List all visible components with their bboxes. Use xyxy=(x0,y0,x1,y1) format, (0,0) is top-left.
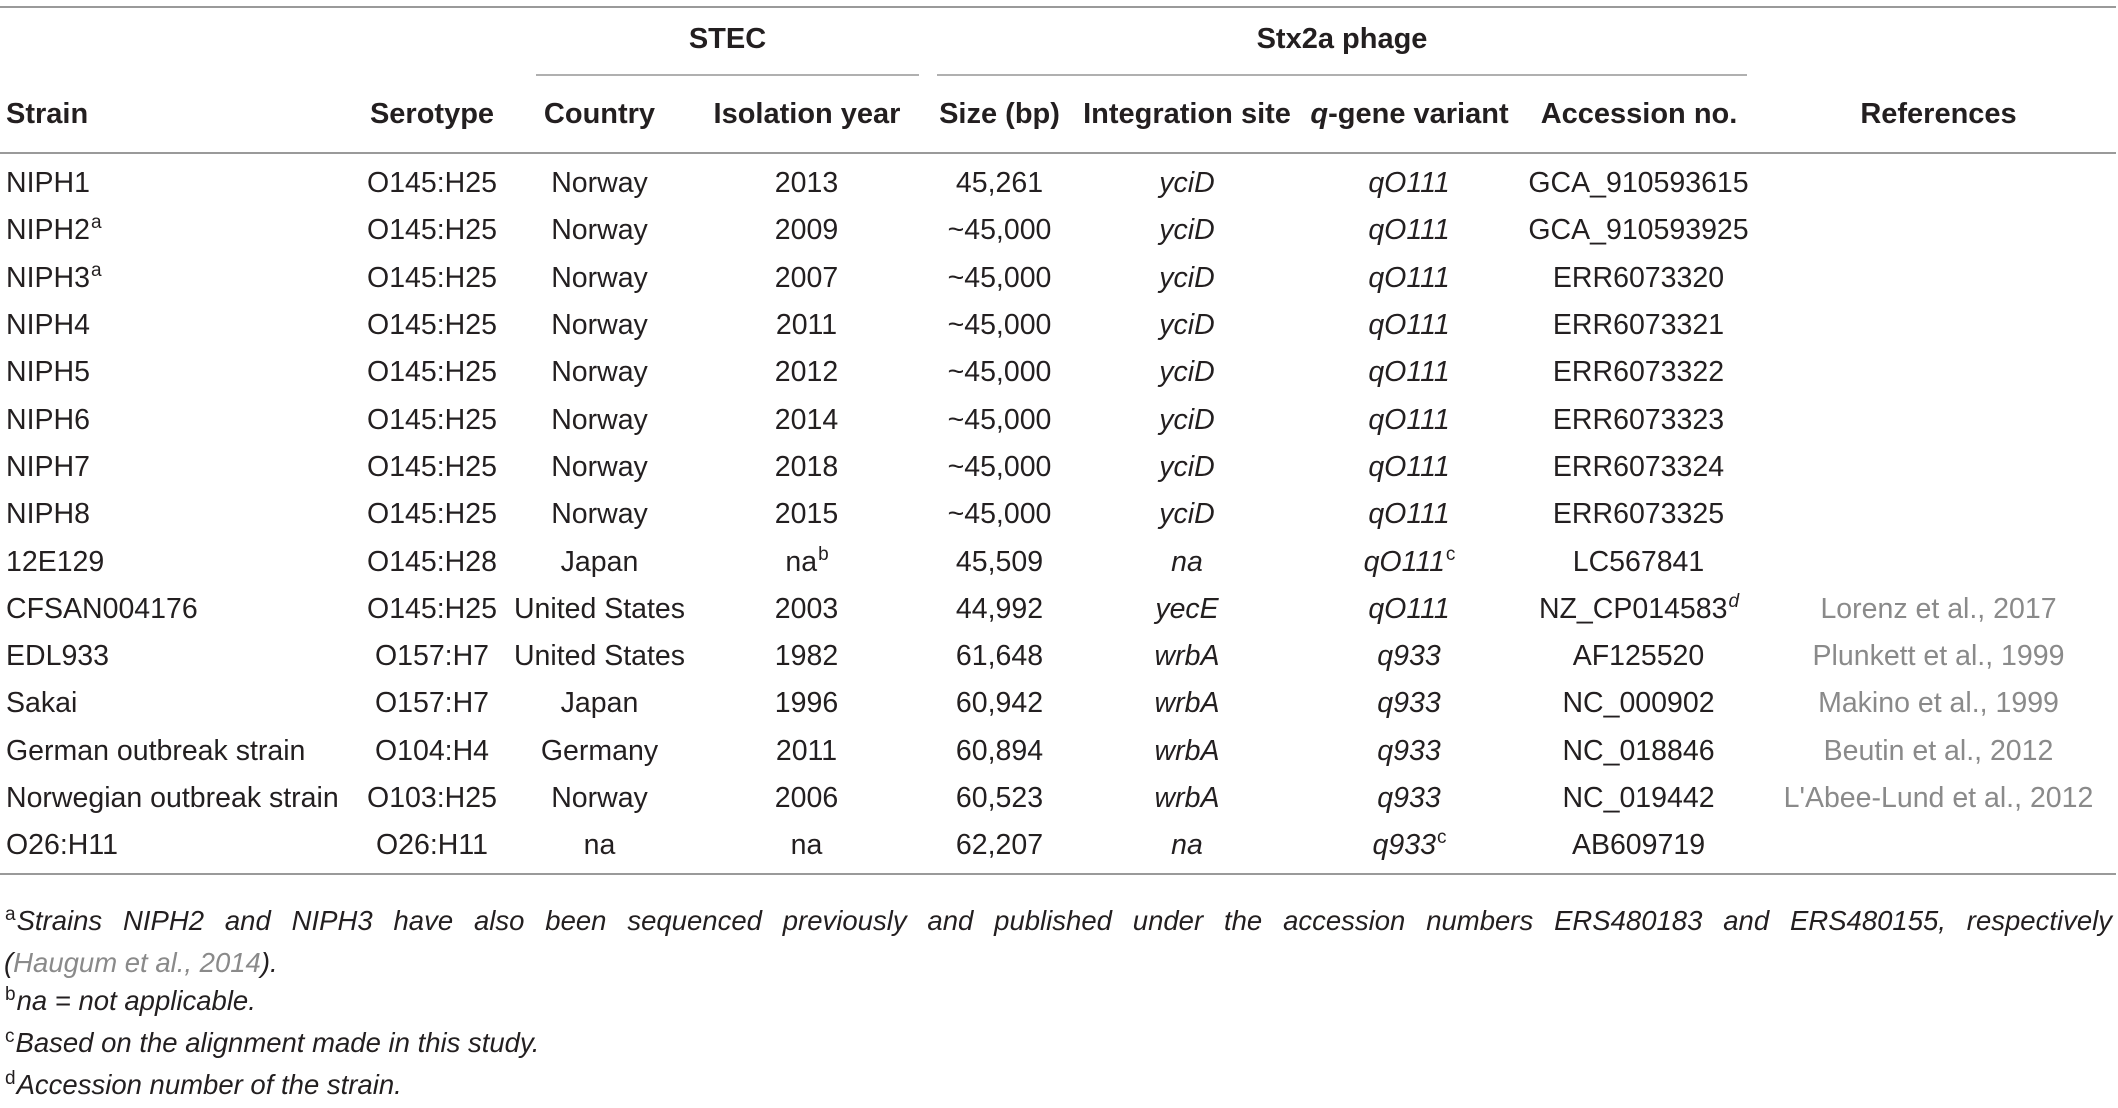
table-row xyxy=(0,302,2116,349)
cell-q-gene-variant: qO111 xyxy=(1368,309,1450,342)
cell-accession: ERR6073323 xyxy=(1552,403,1725,436)
cell-q-gene-variant: q933 xyxy=(1377,687,1441,720)
footnote-a-mark: a xyxy=(5,904,16,925)
cell-strain: NIPH7 xyxy=(6,450,90,483)
cell-size: ~45,000 xyxy=(947,356,1052,389)
cell-integration-site: yecE xyxy=(1155,592,1219,625)
cell-serotype: O145:H25 xyxy=(367,214,497,247)
cell-accession: NC_019442 xyxy=(1562,782,1715,814)
cell-accession: ERR6073325 xyxy=(1552,498,1725,531)
cell-q-gene-variant: qO111 xyxy=(1368,214,1450,247)
table-row xyxy=(0,728,2116,775)
cell-accession: ERR6073320 xyxy=(1552,261,1725,294)
group-header-phage: Stx2a phage xyxy=(927,8,1761,76)
cell-integration-site: wrbA xyxy=(1154,734,1220,767)
footnote-d xyxy=(4,1066,2112,1108)
cell-accession: ERR6073321 xyxy=(1552,309,1725,342)
cell-reference xyxy=(1761,444,2116,491)
header-serotype: Serotype xyxy=(352,76,512,153)
cell-country: United States xyxy=(513,592,686,625)
footnote-b xyxy=(4,982,2112,1024)
cell-q-gene-variant: q933 xyxy=(1377,640,1441,673)
cell-strain: Sakai xyxy=(6,687,78,720)
cell-country: Norway xyxy=(551,782,648,814)
cell-integration-site: na xyxy=(1072,822,1302,874)
cell-isolation-year: 2012 xyxy=(774,356,839,389)
cell-size: 60,523 xyxy=(955,782,1044,814)
cell-size: 45,261 xyxy=(955,167,1044,200)
cell-size: 45,509 xyxy=(955,545,1044,578)
table-row xyxy=(0,491,2116,538)
table-row xyxy=(0,680,2116,727)
cell-country: Norway xyxy=(551,261,648,294)
cell-q-gene-variant: qO111 xyxy=(1368,261,1450,294)
cell-strain: NIPH1 xyxy=(6,167,90,200)
cell-isolation-year: 2011 xyxy=(775,734,838,767)
cell-reference xyxy=(1761,349,2116,396)
cell-serotype: O104:H4 xyxy=(374,734,490,767)
cell-country: Norway xyxy=(551,214,648,247)
cell-strain: Norwegian outbreak strain xyxy=(6,782,339,814)
table-body xyxy=(0,153,2116,874)
cell-q-gene-variant: qO111 xyxy=(1368,167,1450,200)
table-row xyxy=(0,538,2116,585)
cell-isolation-year: 2006 xyxy=(774,782,839,814)
header-size: Size (bp) xyxy=(927,76,1072,153)
cell-isolation-year: 2009 xyxy=(774,214,839,247)
cell-strain: 12E129 xyxy=(6,545,105,578)
cell-q-gene-variant: qO111 xyxy=(1368,498,1450,531)
table-row xyxy=(0,349,2116,396)
cell-size: 60,942 xyxy=(955,687,1044,720)
cell-strain: EDL933 xyxy=(6,640,109,673)
footnote-d-mark: d xyxy=(5,1068,16,1089)
cell-reference xyxy=(1761,491,2116,538)
cell-integration-site: na xyxy=(1171,545,1203,578)
cell-size: ~45,000 xyxy=(947,214,1052,247)
cell-accession: GCA_910593925 xyxy=(1528,214,1749,247)
cell-q-gene-variant: q933 xyxy=(1377,782,1441,814)
footnote-a-text: Strains NIPH2 and NIPH3 have also been sequenced previously and published under the accession numbers ERS480183 and ERS480155, respectively xyxy=(16,905,2112,936)
cell-strain: NIPH2$^a$ xyxy=(6,212,102,247)
cell-isolation-year: 2011 xyxy=(775,309,838,342)
footnote-a-citation[interactable]: Haugum et al., 2014 xyxy=(13,947,261,978)
cell-strain: CFSAN004176 xyxy=(6,592,198,625)
cell-reference xyxy=(1761,822,2116,874)
cell-size: ~45,000 xyxy=(947,309,1052,342)
cell-size: 44,992 xyxy=(955,592,1044,625)
table-row xyxy=(0,633,2116,680)
cell-country: Norway xyxy=(551,403,648,436)
footnote-b-mark: b xyxy=(5,984,16,1005)
cell-accession: NZ_CP014583$^d$ xyxy=(1538,590,1740,625)
cell-integration-site: yciD xyxy=(1159,309,1215,342)
cell-strain: O26:H11 xyxy=(0,822,352,874)
cell-serotype: O145:H25 xyxy=(367,592,497,625)
cell-isolation-year: 2018 xyxy=(774,450,839,483)
cell-reference xyxy=(1761,396,2116,443)
cell-serotype: O157:H7 xyxy=(374,687,490,720)
cell-isolation-year: 1982 xyxy=(774,640,839,673)
footnote-c-text: Based on the alignment made in this study. xyxy=(15,1027,540,1058)
cell-integration-site: yciD xyxy=(1159,356,1215,389)
cell-reference xyxy=(1761,255,2116,302)
table-row xyxy=(0,586,2116,633)
table-row xyxy=(0,153,2116,207)
cell-country: Norway xyxy=(551,498,648,531)
cell-reference xyxy=(1761,538,2116,585)
cell-q-gene-variant: q933 xyxy=(1377,734,1441,767)
cell-isolation-year: 2013 xyxy=(774,167,839,200)
cell-q-gene-variant: qO111 xyxy=(1368,356,1450,389)
cell-integration-site: yciD xyxy=(1159,261,1215,294)
cell-reference[interactable]: Lorenz et al., 2017 xyxy=(1820,592,2057,625)
cell-strain: NIPH3$^a$ xyxy=(6,259,102,294)
cell-reference xyxy=(1761,302,2116,349)
cell-integration-site: yciD xyxy=(1159,167,1215,200)
footnote-d-text: Accession number of the strain. xyxy=(16,1069,402,1100)
cell-strain: NIPH8 xyxy=(6,498,90,531)
cell-size: 61,648 xyxy=(955,640,1044,673)
cell-isolation-year: 2003 xyxy=(774,592,839,625)
cell-q-gene-variant: qO111 xyxy=(1368,592,1450,625)
cell-isolation-year: $na^b$ xyxy=(785,543,829,578)
cell-isolation-year: 1996 xyxy=(774,687,839,720)
cell-accession: AB609719 xyxy=(1517,822,1761,874)
table-row xyxy=(0,775,2116,822)
cell-strain: NIPH4 xyxy=(6,309,90,342)
cell-size: ~45,000 xyxy=(947,450,1052,483)
footnote-c-mark: c xyxy=(5,1026,15,1047)
cell-country: Norway xyxy=(551,167,648,200)
cell-isolation-year: na xyxy=(687,822,927,874)
table-row xyxy=(0,207,2116,254)
cell-reference[interactable]: Makino et al., 1999 xyxy=(1818,687,2059,720)
cell-size: 62,207 xyxy=(927,822,1072,874)
header-country: Country xyxy=(512,76,687,153)
cell-strain: NIPH5 xyxy=(6,356,90,389)
cell-strain: NIPH6 xyxy=(6,403,90,436)
cell-country: Norway xyxy=(551,356,648,389)
footnote-c xyxy=(4,1024,2112,1066)
cell-size: ~45,000 xyxy=(947,403,1052,436)
cell-serotype: O145:H25 xyxy=(367,450,497,483)
cell-reference[interactable]: L'Abee-Lund et al., 2012 xyxy=(1783,782,2094,814)
cell-isolation-year: 2007 xyxy=(774,261,839,294)
cell-country: Norway xyxy=(551,309,648,342)
cell-reference[interactable]: Plunkett et al., 1999 xyxy=(1812,640,2065,673)
cell-size: ~45,000 xyxy=(947,261,1052,294)
table-row xyxy=(0,444,2116,491)
column-header-row xyxy=(0,76,2116,153)
cell-reference[interactable]: Beutin et al., 2012 xyxy=(1823,734,2054,767)
cell-strain: German outbreak strain xyxy=(6,734,306,767)
cell-country: Japan xyxy=(560,545,639,578)
cell-accession: LC567841 xyxy=(1572,545,1705,578)
cell-country: na xyxy=(512,822,687,874)
cell-accession: AF125520 xyxy=(1572,640,1705,673)
cell-integration-site: yciD xyxy=(1159,450,1215,483)
cell-integration-site: wrbA xyxy=(1154,640,1220,673)
header-q-gene-variant: q-gene variant xyxy=(1302,76,1517,153)
cell-serotype: O145:H25 xyxy=(367,167,497,200)
cell-serotype: O145:H28 xyxy=(367,545,497,578)
header-integration-site: Integration site xyxy=(1072,76,1302,153)
cell-isolation-year: 2015 xyxy=(774,498,839,531)
table-row xyxy=(0,822,2116,874)
footnotes xyxy=(4,902,2112,1108)
cell-isolation-year: 2014 xyxy=(774,403,839,436)
header-isolation-year: Isolation year xyxy=(687,76,927,153)
cell-size: ~45,000 xyxy=(947,498,1052,531)
header-accession: Accession no. xyxy=(1517,76,1761,153)
cell-serotype: O26:H11 xyxy=(352,822,512,874)
cell-accession: NC_000902 xyxy=(1562,687,1715,720)
footnote-b-text: na = not applicable. xyxy=(16,985,256,1016)
cell-q-gene-variant: qO111 xyxy=(1368,450,1450,483)
cell-q-gene-variant: qO111 xyxy=(1368,403,1450,436)
cell-country: Norway xyxy=(551,450,648,483)
cell-accession: ERR6073322 xyxy=(1552,356,1725,389)
header-strain: Strain xyxy=(0,76,352,153)
cell-country: Japan xyxy=(560,687,639,720)
header-references: References xyxy=(1761,76,2116,153)
group-header-stec: STEC xyxy=(512,8,927,76)
cell-country: Germany xyxy=(540,734,659,767)
strain-table xyxy=(0,6,2116,875)
cell-serotype: O145:H25 xyxy=(367,261,497,294)
cell-q-gene-variant: qO111$^c$ xyxy=(1363,543,1456,578)
cell-serotype: O145:H25 xyxy=(367,309,497,342)
cell-serotype: O103:H25 xyxy=(367,782,497,814)
cell-serotype: O145:H25 xyxy=(367,356,497,389)
cell-accession: GCA_910593615 xyxy=(1528,167,1749,200)
cell-reference xyxy=(1761,207,2116,254)
cell-accession: NC_018846 xyxy=(1562,734,1715,767)
table-row xyxy=(0,255,2116,302)
cell-reference xyxy=(1761,153,2116,207)
cell-q-gene-variant: q933$^c$ xyxy=(1302,822,1517,874)
cell-serotype: O157:H7 xyxy=(374,640,490,673)
cell-integration-site: wrbA xyxy=(1154,687,1220,720)
cell-country: United States xyxy=(513,640,686,673)
footnote-a: $^a$Strains NIPH2 and NIPH3 have also been sequenced previously and published under the accession numbers ERS480183 and ERS480155, respectively (Haugum et al., 2014). xyxy=(4,904,2112,978)
cell-integration-site: wrbA xyxy=(1154,782,1220,814)
cell-size: 60,894 xyxy=(955,734,1044,767)
cell-serotype: O145:H25 xyxy=(367,403,497,436)
cell-integration-site: yciD xyxy=(1159,403,1215,436)
cell-accession: ERR6073324 xyxy=(1552,450,1725,483)
cell-integration-site: yciD xyxy=(1159,498,1215,531)
cell-serotype: O145:H25 xyxy=(367,498,497,531)
table-row xyxy=(0,396,2116,443)
cell-integration-site: yciD xyxy=(1159,214,1215,247)
group-header-row xyxy=(0,8,2116,76)
